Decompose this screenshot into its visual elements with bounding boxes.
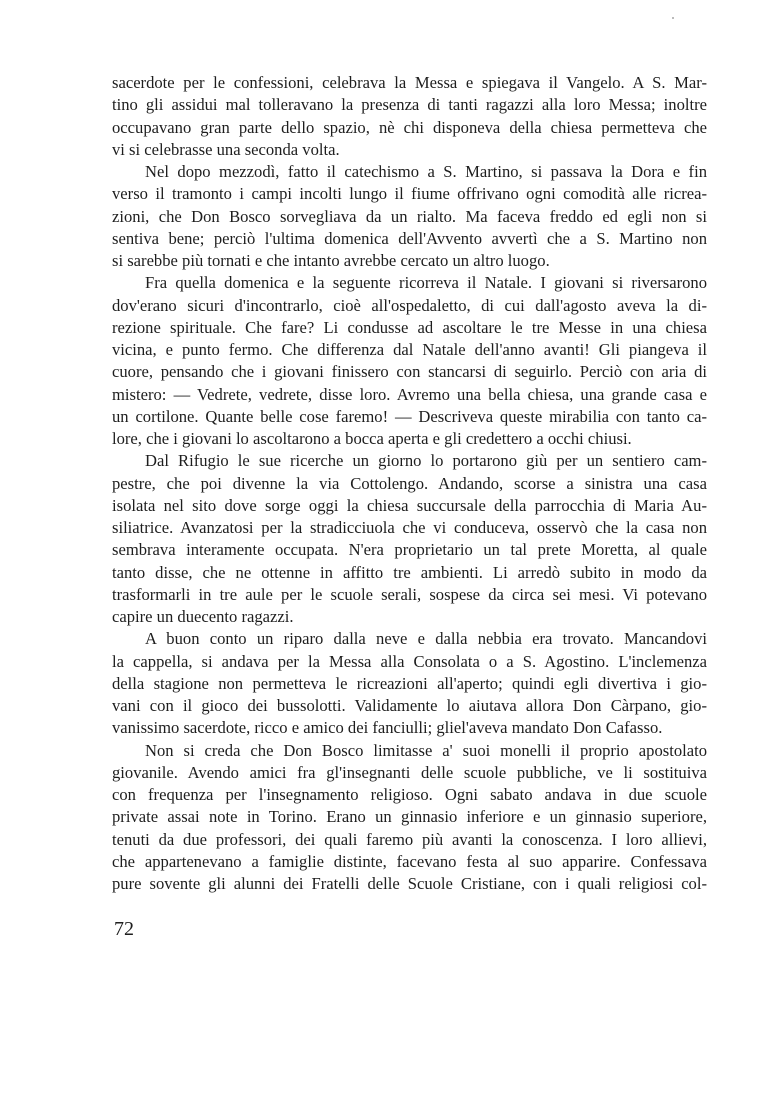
text-line: cuore, pensando che i giovani finissero con stancarsi di seguirlo. Perciò con aria di (112, 362, 707, 382)
text-line: sacerdote per le confessioni, celebrava la Messa e spiegava il Vangelo. A S. Mar- (112, 73, 707, 92)
text-line: Dal Rifugio le sue ricerche un giorno lo portarono giù per un sentiero cam- (145, 451, 707, 471)
text-line: sentiva bene; perciò l'ultima domenica dell'Avvento avvertì che a S. Martino non (112, 228, 707, 248)
text-line: vicina, e punto fermo. Che differenza dal Natale dell'anno avanti! Gli piangeva il (112, 340, 707, 359)
paragraph (112, 740, 707, 896)
text-line: tanto disse, che ne ottenne in affitto tre ambienti. Li arredò subito in modo da (112, 562, 707, 582)
text-line: Non si creda che Don Bosco limitasse a' suoi monelli il proprio apostolato (145, 740, 707, 760)
text-line: pestre, che poi divenne la via Cottolengo. Andando, scorse a sinistra una casa (112, 473, 707, 493)
text-line: mistero: — Vedrete, vedrete, disse loro. Avremo una bella chiesa, una grande casa e (112, 384, 707, 404)
paragraph (112, 450, 707, 628)
text-line: che appartenevano a famiglie distinte, facevano festa al suo apparire. Confessava (112, 851, 707, 871)
text-line: giovanile. Avendo amici fra gl'insegnanti delle scuole pubbliche, ve li sostituiva (112, 762, 707, 782)
text-line: siliatrice. Avanzatosi per la stradicciuola che vi conduceva, osservò che la casa non (112, 518, 707, 537)
text-line: rezione spirituale. Che fare? Li condusse ad ascoltare le tre Messe in una chiesa (112, 317, 707, 337)
text-line: Fra quella domenica e la seguente ricorreva il Natale. I giovani si riversarono (145, 273, 707, 293)
text-line: occupavano gran parte dello spazio, nè chi disponeva della chiesa permetteva che (112, 117, 707, 137)
text-line: A buon conto un riparo dalla neve e dalla nebbia era trovato. Mancandovi (145, 629, 707, 649)
text-line: pure sovente gli alunni dei Fratelli delle Scuole Cristiane, con i quali religiosi col- (112, 874, 707, 893)
scan-speck (672, 17, 674, 19)
text-line: verso il tramonto i campi incolti lungo il fiume offrivano ogni comodità alle ricrea- (112, 184, 707, 204)
text-line: della stagione non permetteva le ricreazioni all'aperto; quindi egli divertiva i gio- (112, 673, 707, 693)
text-line: con frequenza per l'insegnamento religioso. Ogni sabato andava in due scuole (112, 785, 707, 804)
text-line: private assai note in Torino. Erano un ginnasio inferiore e un ginnasio superiore, (112, 807, 707, 827)
paragraph (112, 272, 707, 450)
paragraph (112, 161, 707, 272)
text-line: un cortilone. Quante belle cose faremo! — Descriveva queste mirabilia con tanto ca- (112, 406, 707, 426)
text-line: zioni, che Don Bosco sorvegliava da un rialto. Ma faceva freddo ed egli non si (112, 206, 707, 226)
page-body (112, 72, 707, 895)
text-line: dov'erano sicuri d'incontrarlo, cioè all'ospedaletto, di cui dall'agosto aveva la di- (112, 295, 707, 315)
text-line: vi si celebrasse una seconda volta. (112, 139, 340, 159)
text-line: vani con il gioco dei bussolotti. Validamente lo aiutava allora Don Càrpano, gio- (112, 696, 707, 715)
paragraph (112, 72, 707, 161)
text-line: isolata nel sito dove sorge oggi la chiesa succursale della parrocchia di Maria Au- (112, 495, 707, 515)
text-line: sembrava interamente occupata. N'era proprietario un tal prete Moretta, al quale (112, 540, 707, 560)
text-line: trasformarli in tre aule per le scuole serali, sospese da circa sei mesi. Vi potevano (112, 584, 707, 604)
text-line: la cappella, si andava per la Messa alla Consolata o a S. Agostino. L'inclemenza (112, 651, 707, 671)
page-number: 72 (114, 918, 134, 940)
text-line: vanissimo sacerdote, ricco e amico dei fanciulli; gliel'aveva mandato Don Cafasso. (112, 718, 663, 738)
paragraph (112, 628, 707, 739)
text-line: lore, che i giovani lo ascoltarono a bocca aperta e gli credettero a occhi chiusi. (112, 429, 632, 448)
text-line: tino gli assidui mal tolleravano la presenza di tanti ragazzi alla loro Messa; inoltre (112, 95, 707, 115)
text-line: capire un duecento ragazzi. (112, 607, 294, 626)
text-line: tenuti da due professori, dei quali faremo più avanti la conoscenza. I loro allievi, (112, 829, 707, 849)
text-line: Nel dopo mezzodì, fatto il catechismo a S. Martino, si passava la Dora e fin (145, 162, 707, 181)
text-line: si sarebbe più tornati e che intanto avrebbe cercato un altro luogo. (112, 251, 550, 270)
